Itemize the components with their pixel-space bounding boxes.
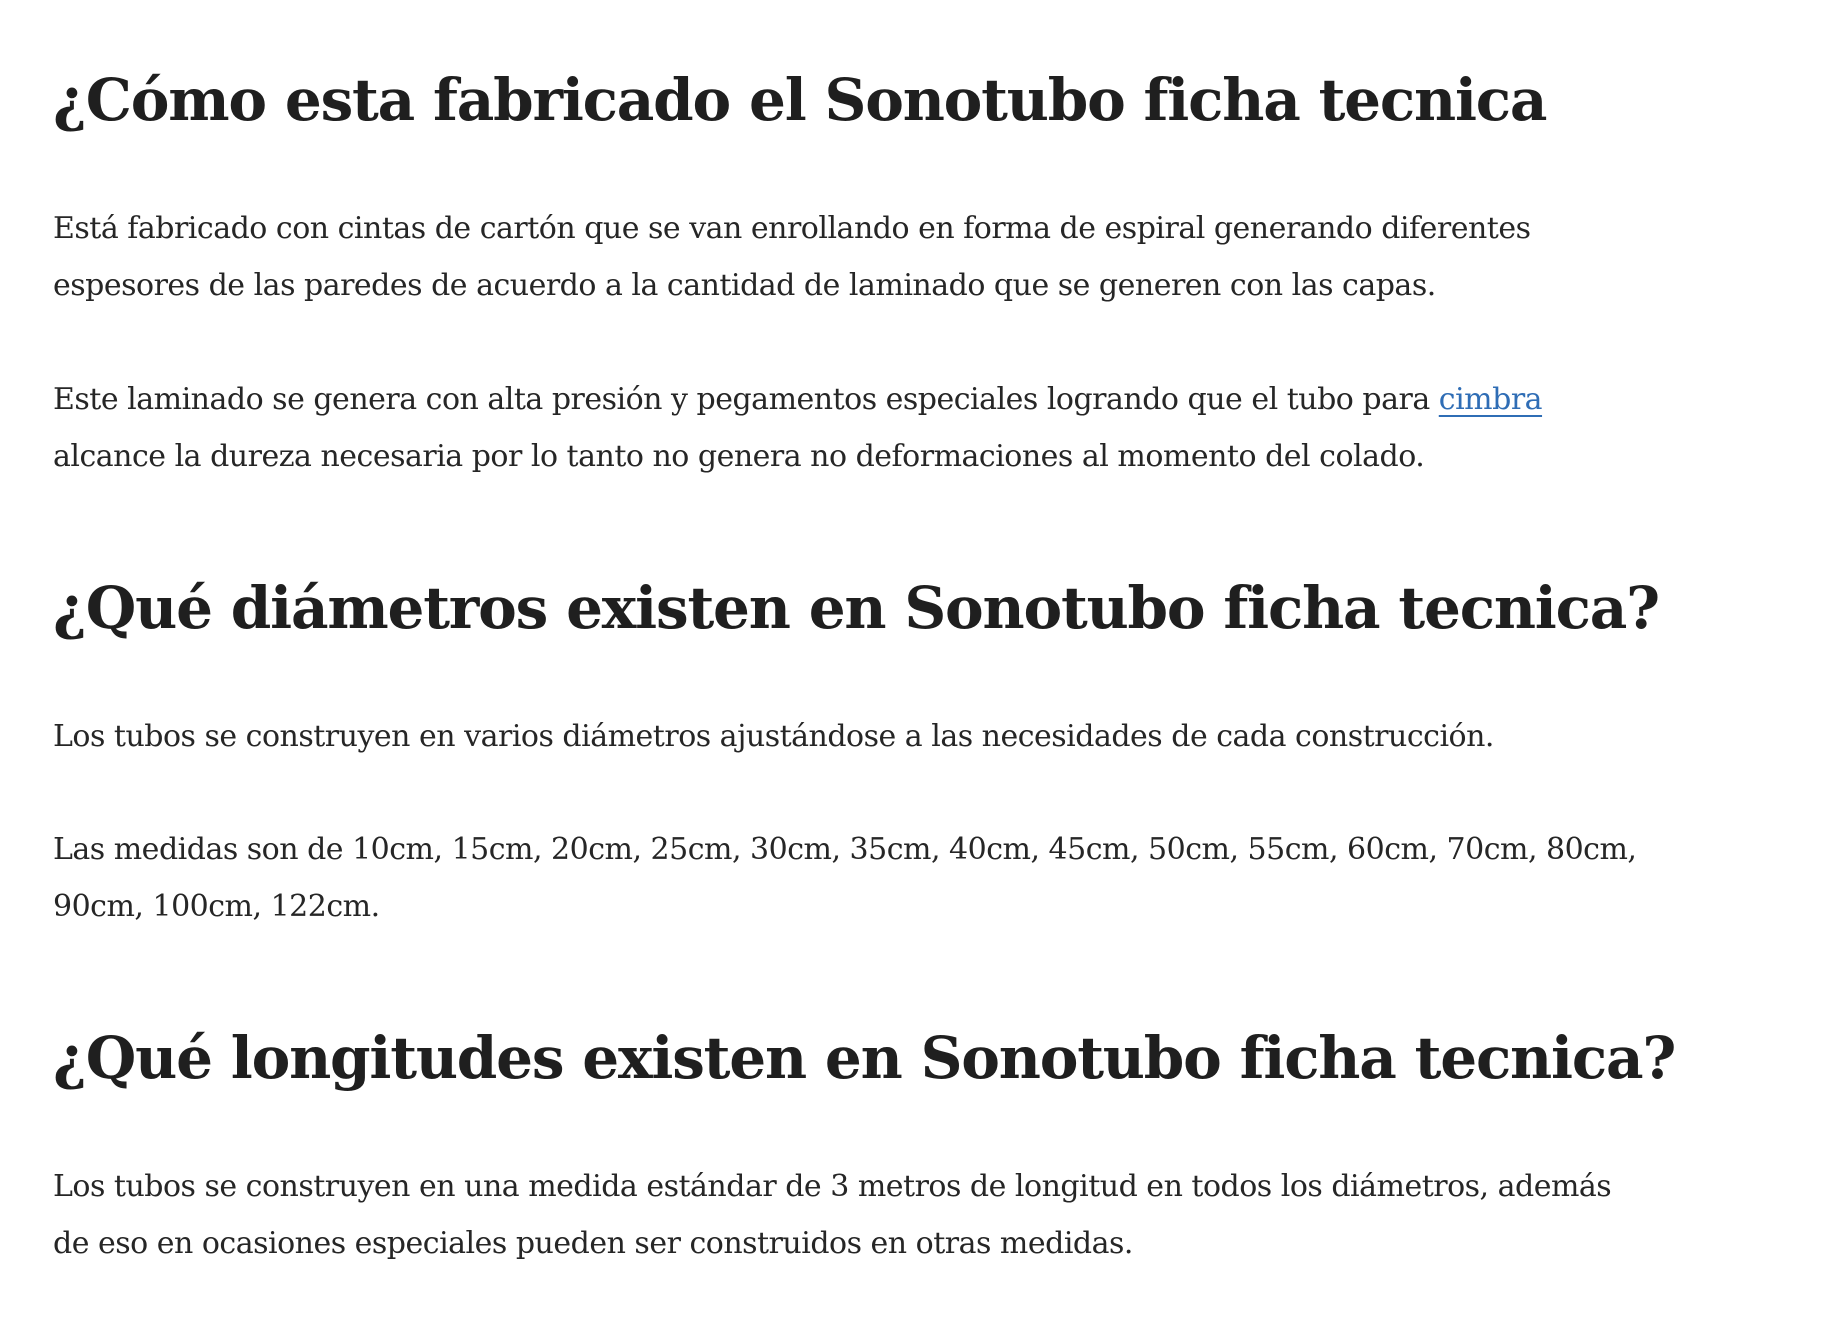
cimbra-link[interactable]: cimbra xyxy=(1438,382,1543,417)
paragraph-line: 90cm, 100cm, 122cm. xyxy=(53,889,380,924)
paragraph-line: de eso en ocasiones especiales pueden ser construidos en otras medidas. xyxy=(53,1226,1133,1261)
paragraph-line: Las medidas son de 10cm, 15cm, 20cm, 25cm, 30cm, 35cm, 40cm, 45cm, 50cm, 55cm, 60cm, 70cm, 80cm, xyxy=(53,832,1637,867)
paragraph-manufacturing-intro xyxy=(53,200,1773,314)
paragraph-lengths xyxy=(53,1158,1773,1272)
heading-diameters: ¿Qué diámetros existen en Sonotubo ficha tecnica? xyxy=(53,574,1659,642)
paragraph-diameters-intro xyxy=(53,708,1773,765)
paragraph-text: Este laminado se genera con alta presión y pegamentos especiales logrando que el tubo para xyxy=(53,382,1439,417)
paragraph-line xyxy=(53,371,1773,428)
heading-lengths: ¿Qué longitudes existen en Sonotubo ficha tecnica? xyxy=(53,1024,1676,1092)
paragraph-line: espesores de las paredes de acuerdo a la cantidad de laminado que se generen con las capas. xyxy=(53,268,1436,303)
paragraph-diameter-sizes xyxy=(53,821,1773,935)
heading-manufacturing: ¿Cómo esta fabricado el Sonotubo ficha tecnica xyxy=(53,66,1547,134)
paragraph-line: Los tubos se construyen en una medida estándar de 3 metros de longitud en todos los diámetros, además xyxy=(53,1169,1612,1204)
paragraph-lamination xyxy=(53,371,1773,485)
paragraph-line: alcance la dureza necesaria por lo tanto no genera no deformaciones al momento del colado. xyxy=(53,439,1425,474)
paragraph-line: Está fabricado con cintas de cartón que se van enrollando en forma de espiral generando diferentes xyxy=(53,211,1531,246)
paragraph-line: Los tubos se construyen en varios diámetros ajustándose a las necesidades de cada construcción. xyxy=(53,719,1494,754)
